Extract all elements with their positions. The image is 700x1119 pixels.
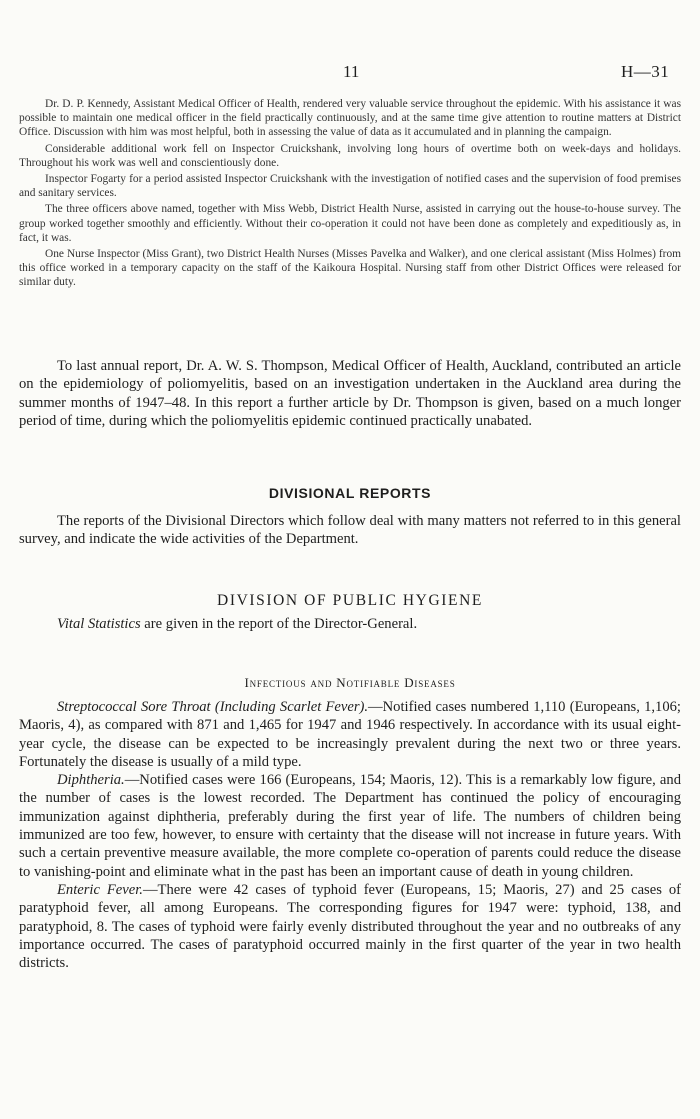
intro-section xyxy=(19,357,681,430)
divisional-reports-section xyxy=(19,512,681,549)
diphtheria-lead: Diphtheria. xyxy=(57,772,125,789)
streptococcal-lead: Streptococcal Sore Throat (Including Scarlet Fever). xyxy=(57,699,369,715)
divisional-reports-text: The reports of the Divisional Directors which follow deal with many matters not referred to in this general survey, and indicate the wide activities of the Department. xyxy=(19,513,681,548)
page-reference: H—31 xyxy=(621,62,670,81)
enteric-text: —There were 42 cases of typhoid fever (Europeans, 15; Maoris, 27) and 25 cases of paratyphoid fever, all among Europeans. The corresponding figures for 1947 were: typhoid, 138, and paratyphoid, 8. The cases of typhoid were fairly evenly distributed throughout the year and no outbreaks of any importance occurred. The cases of paratyphoid occurred mainly in the first quarter of the year in two health districts. xyxy=(19,881,681,972)
paragraph-thompson: To last annual report, Dr. A. W. S. Thompson, Medical Officer of Health, Auckland, contributed an article on the epidemiology of poliomyelitis, based on an investigation undertaken in the Auckland area during the summer months of 1947–48. In this report a further article by Dr. Thompson is given, based on a much longer period of time, during which the poliomyelitis epidemic continued practically unabated. xyxy=(19,358,681,429)
divisional-reports-heading: DIVISIONAL REPORTS xyxy=(268,485,432,501)
paragraph-diphtheria xyxy=(19,771,681,881)
page-header xyxy=(0,62,700,82)
vital-statistics-text xyxy=(19,615,681,633)
streptococcal-text: —Notified cases numbered 1,110 (Europeans, 1,106; Maoris, 4), as compared with 871 and 1,465 for 1947 and 1946 respectively. In accordance with its usual eight-year cycle, the disease can be expected to be increasingly prevalent during the next two or three years. Fortunately the disease is usually of a mild type. xyxy=(19,699,681,770)
paragraph-kennedy: Dr. D. P. Kennedy, Assistant Medical Officer of Health, rendered very valuable service throughout the epidemic. With his assistance it was possible to maintain one medical officer in the field practically continuously, and at the same time give attention to routine matters at District Office. Discussion with him was most helpful, both in assessing the value of data as it accumulated and in planning the campaign. xyxy=(19,98,681,139)
vital-statistics-section xyxy=(19,615,681,633)
staff-acknowledgements xyxy=(19,97,681,292)
infectious-diseases-section xyxy=(19,698,681,972)
paragraph-kaikoura: One Nurse Inspector (Miss Grant), two District Health Nurses (Misses Pavelka and Walker), and one clerical assistant (Miss Holmes) from this office worked in a temporary capacity on the staff of the Kaikoura Hospital. Nursing staff from other District Offices were released for similar duty. xyxy=(19,248,681,289)
diphtheria-text: —Notified cases were 166 (Europeans, 154; Maoris, 12). This is a remarkably low figure, and the number of cases is the lowest recorded. The Department has continued the policy of encouraging immunization against diphtheria, preferably during the first year of life. The numbers of children being immunized are too few, however, to ensure with certainty that the disease will not increase in future years. With such a certain preventive measure available, the more complete co-operation of parents could reduce the disease to vanishing-point and eliminate what in the past has been an important cause of death in young children. xyxy=(19,772,681,880)
paragraph-streptococcal xyxy=(19,698,681,771)
paragraph-survey: The three officers above named, together with Miss Webb, District Health Nurse, assisted in carrying out the house-to-house survey. The group worked together smoothly and efficiently. Without their co-operation it could not have been done as completely and expeditiously as, in fact, it was. xyxy=(19,203,681,244)
infectious-diseases-heading: Infectious and Notifiable Diseases xyxy=(244,675,456,690)
page-number: 11 xyxy=(343,62,360,81)
public-hygiene-heading: DIVISION OF PUBLIC HYGIENE xyxy=(217,592,483,609)
paragraph-enteric xyxy=(19,881,681,972)
paragraph-cruickshank: Considerable additional work fell on Inspector Cruickshank, involving long hours of overtime both on week-days and holidays. Throughout his work was well and conscientiously done. xyxy=(19,142,681,169)
vital-statistics-lead: Vital Statistics xyxy=(57,616,141,632)
paragraph-fogarty: Inspector Fogarty for a period assisted Inspector Cruickshank with the investigation of notified cases and the supervision of food premises and sanitary services. xyxy=(19,173,681,200)
enteric-lead: Enteric Fever. xyxy=(57,881,143,898)
vital-statistics-rest: are given in the report of the Director-General. xyxy=(140,616,418,632)
